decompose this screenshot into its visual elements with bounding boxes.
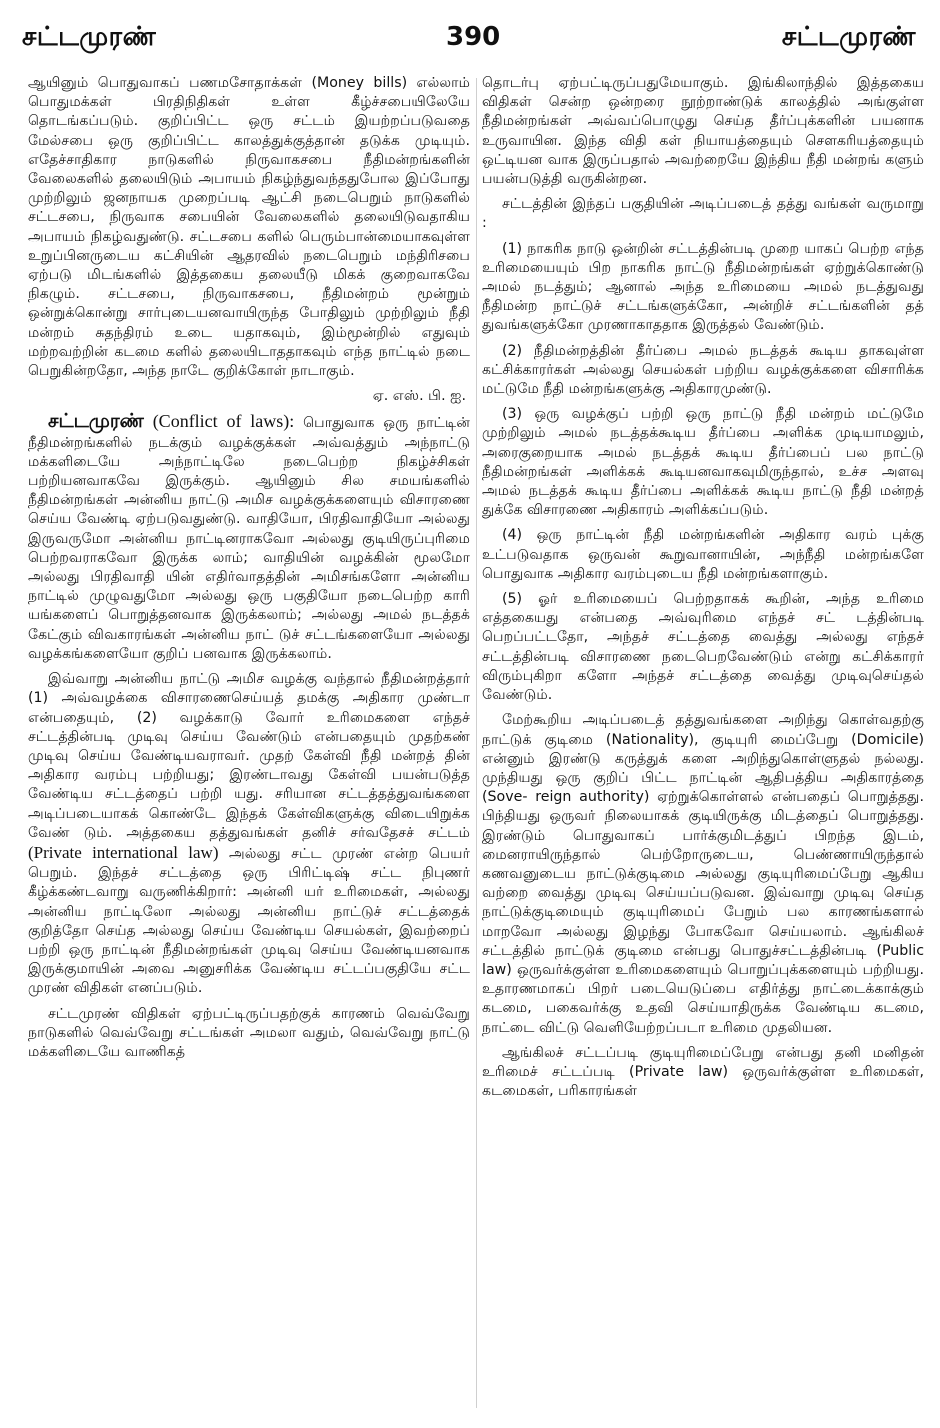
entry-title: சட்டமுரண்: [48, 410, 144, 433]
paragraph-continuation: தொடர்பு ஏற்பட்டிருப்பதுமேயாகும். இங்கிலாந்தில் இத்தகைய விதிகள் சென்ற ஒன்றரை நூற்றாண்டுக் காலத்தில் அங்குள்ள நீதிமன்றங்கள் அவ்வப்பொழுது செய்த தீர்ப்புக்களின் பயனாக உருவாயின. இந்த விதி கள் நியாயத்தையும் சௌகரியத்தையும் ஒட்டியன வாக இருப்பதால் அவற்றையே இந்திய நீதி மன்றங் களும் பயன்படுத்தி வருகின்றன.: [482, 75, 924, 188]
principle-item-1: (1) நாகரிக நாடு ஒன்றின் சட்டத்தின்படி முறை யாகப் பெற்ற எந்த உரிமையையும் பிற நாகரிக நாட்டு நீதிமன்றங்கள் ஏற்றுக்கொண்டு அமல் நடத்தும்; ஆனால் அந்த உரிமையை அமல் நடத்துவது நீதிமன்ற நாட்டுச் சட்டங்களுக்கோ, அன்றிச் சட்டங்களின் தத் துவங்களுக்கோ முரணாகாததாக இருத்தல் வேண்டும்.: [482, 240, 924, 334]
paragraph-principles-intro: சட்டத்தின் இந்தப் பகுதியின் அடிப்படைத் தத்து வங்கள் வருமாறு :: [482, 196, 924, 232]
column-divider: [476, 78, 477, 1408]
principle-item-4: (4) ஒரு நாட்டின் நீதி மன்றங்களின் அதிகார வரம் புக்கு உட்படுவதாக ஒருவன் கூறுவானாயின், அந்நீதி மன்றங்களே பொதுவாக அதிகார வரம்புடைய நீதி மன்றங்களாகும்.: [482, 527, 924, 582]
paragraph-foreign-element: [28, 670, 470, 998]
running-head-right: சட்டமுரண்: [781, 22, 916, 52]
entry-english-title: (Conflict of laws):: [152, 411, 295, 432]
paragraph-text: இவ்வாறு அன்னிய நாட்டு அமிச வழக்கு வந்தால் நீதிமன்றத்தார் (1) அவ்வழக்கை விசாரணைசெய்யத் தமக்கு அதிகார முண்டா என்பதையும், (2) வழக்காடு வோர் உரிமைகளை எந்தச் சட்டத்தின்படி முடிவு செய்ய வேண்டும் என்பதையும் முதற்கண் முடிவு செய்ய வேண்டியவராவர். முதற் கேள்வி நீதி மன்றத் தின் அதிகார வரம்பு பற்றியது; இரண்டாவது கேள்வி பயன்படுத்த வேண்டிய சட்டத்தைப் பற்றி யது. சரியான சட்டத்தத்துவங்களை அடிப்படையாகக் கொண்டே இந்தக் கேள்விகளுக்கு விடையிறுக்க வேண் டும். அத்தகைய தத்துவங்கள் தனிச் சர்வதேசச் சட்டம்: [28, 671, 470, 841]
principle-item-5: (5) ஓர் உரிமையைப் பெற்றதாகக் கூறின், அந்த உரிமை எத்தகையது என்பதை அவ்வுரிமை எந்தச் சட் டத்தின்படி பெறப்பட்டதோ, அந்தச் சட்டத்தை வைத்து அல்லது எந்தச் சட்டத்தின்படி விசாரணை நடைபெறவேண்டும் என்று கட்சிக்காரர் விரும்புகிறா களோ அந்தச் சட்டத்தை வைத்து முடிவுசெய்தல் வேண்டும்.: [482, 591, 924, 704]
principle-item-2: (2) நீதிமன்றத்தின் தீர்ப்பை அமல் நடத்தக் கூடிய தாகவுள்ள கட்சிக்காரர்கள் அல்லது செயல்கள் பற்றிய வழக்குக்களை விசாரிக்க மட்டுமே நீதி மன்றங்களுக்கு அதிகாரமுண்டு.: [482, 342, 924, 398]
paragraph-nationality-domicile: மேற்கூறிய அடிப்படைத் தத்துவங்களை அறிந்து கொள்வதற்கு நாட்டுக் குடிமை (Nationality), குடியுரி மைப்பேறு (Domicile) என்னும் இரண்டு கருத்துக் களை அறிந்துகொள்ளுதல் நல்லது. முந்தியது ஒரு குறிப் பிட்ட நாட்டின் ஆதிபத்திய அதிகாரத்தை (Sove- reign authority) ஏற்றுக்கொள்ளல் என்பதைப் பொறுத்தது. பிந்தியது ஒருவர் நிலையாகக் குடியிருக்கு மிடத்தைப் பொறுத்தது. இரண்டும் பொதுவாகப் பார்க்குமிடத்துப் பிறந்த இடம், மைனராயிருந்தால் பெற்றோருடைய, பெண்ணாயிருந்தால் கணவனுடைய நாட்டுக்குடிமை அல்லது குடியுரிமைப்பேறு ஆகிய வற்றை வைத்து முடிவு செய்யப்படுவன. இவ்வாறு முடிவு செய்த நாட்டுக்குடிமையும் குடியுரிமைப் பேறும் பல காரணங்களால் மாறவோ அல்லது இழந்து போகவோ செய்யலாம். ஆங்கிலச் சட்டத்தில் நாட்டுக் குடிமை என்பது பொதுச்சட்டத்தின்படி (Public law) ஒருவர்க்குள்ள உரிமைகளையும் பொறுப்புக்களையும் பற்றியது. உதாரணமாகப் பிறர் படையெடுப்பை எதிர்த்து நாட்டைக்காக்கும் கடமை, பகைவர்க்கு உதவி செய்யாதிருக்க வேண்டிய கடமை, நாட்டை விட்டு வெளியேற்றப்படா உரிமை முதலியன.: [482, 712, 924, 1036]
paragraph-domicile-english-law: ஆங்கிலச் சட்டப்படி குடியுரிமைப்பேறு என்பது தனி மனிதன் உரிமைச் சட்டப்படி (Private law) ஒருவர்க்குள்ள உரிமைகள், கடமைகள், பரிகாரங்கள்: [482, 1044, 924, 1100]
english-term: (Private international law): [28, 842, 219, 862]
page-number: 390: [446, 22, 501, 52]
paragraph-money-bills: ஆயினும் பொதுவாகப் பணமசோதாக்கள் (Money bills) எல்லாம் பொதுமக்கள் பிரதிநிதிகள் உள்ள கீழ்ச்சபையிலேயே தொடங்கப்படும். குறிப்பிட்ட ஒரு சட்டம் இயற்றப்படுவதை மேல்சபை ஒரு குறிப்பிட்ட காலத்துக்குத்தான் தடுக்க முடியும். எதேச்சாதிகார நாடுகளில் நிருவாகசபை நீதிமன்றங்களின் வேலைகளில் தலையிடும் அபாயம் நிகழ்ந்துவந்ததுபோல இப்போது முற்றிலும் ஜனநாயக முறைப்படி ஆட்சி நடைபெறும் நாடுகளில் சட்டசபை, நிருவாக சபையின் வேலைகளில் தலையிடுவதாகிய அபாயம் நிகழ்வதுண்டு. சட்டசபை களில் பெரும்பான்மையாகவுள்ள உறுப்பினருடைய கட்சியின் ஆதரவில் நடைபெறும் மந்திரிசபை ஏற்படு மிடங்களில் இத்தகைய தலையீடு மிகக் குறைவாகவே நிகழும். சட்டசபை, நிருவாகசபை, நீதிமன்றம் மூன்றும் ஒன்றுக்கொன்று சார்புடையனவாயிருந்த போதிலும் முற்றிலும் நீதி மன்றம் சுதந்திரம் உடை யதாகவும், இம்மூன்றில் எதுவும் மற்றவற்றின் கடமை களில் தலையிடாததாகவும் எந்த நாட்டில் நடை பெறுகின்றதோ, அந்த நாடே குறிக்கோள் நாடாகும்.: [28, 75, 470, 380]
entry-conflict-of-laws: [28, 412, 470, 664]
running-head-left: சட்டமுரண்: [22, 22, 157, 52]
right-column: [482, 74, 924, 1414]
principle-item-3: (3) ஒரு வழக்குப் பற்றி ஒரு நாட்டு நீதி மன்றம் மட்டுமே முற்றிலும் அமல் நடத்தக்கூடிய தீர்ப்பை அளிக்க முடியாமலும், அரைகுறையாக அமல் நடத்தக் கூடிய தீர்ப்பைப் பல நாட்டு நீதிமன்றங்கள் அளிக்கக் கூடியனவாகவுமிருந்தால், உச்ச அளவு அமல் நடத்தக் கூடிய தீர்ப்பை அளிக்கக் கூடிய நாட்டு நீதி மன்றத் துக்கே விசாரணை அதிகாரம் அளிக்கப்படும்.: [482, 406, 924, 519]
page-header: [0, 0, 940, 70]
author-signature: ஏ. எஸ். பி. ஐ.: [372, 388, 466, 405]
paragraph-text-continued: அல்லது சட்ட முரண் என்ற பெயர் பெறும். இந்தச் சட்டத்தை ஒரு பிரிட்டிஷ் சட்ட நிபுணர் கீழ்க்கண்டவாறு வருணிக்கிறார்: அன்னி யர் உரிமைகள், அல்லது அன்னிய நாட்டிலோ அல்லது அன்னிய நாட்டுச் சட்டத்தைக் குறித்தோ செய்த அல்லது செய்ய வேண்டிய செயல்கள், இவற்றைப் பற்றி ஒரு நாட்டின் நீதிமன்றங்கள் முடிவு செய்ய வேண்டியனவாக இருக்குமாயின் அவை அனுசரிக்க வேண்டிய சட்டப்பகுதியே சட்ட முரண் விதிகள் எனப்படும்.: [28, 845, 470, 997]
paragraph-reasons: சட்டமுரண் விதிகள் ஏற்பட்டிருப்பதற்குக் காரணம் வெவ்வேறு நாடுகளில் வெவ்வேறு சட்டங்கள் அமலா வதும், வெவ்வேறு நாட்டு மக்களிடையே வாணிகத்: [28, 1005, 470, 1060]
entry-intro-text: பொதுவாக ஒரு நாட்டின் நீதிமன்றங்களில் நடக்கும் வழக்குக்கள் அவ்வத்தும் அந்நாட்டு மக்களிடையே அந்நாட்டிலே நடைபெற்ற நிகழ்ச்சிகள் பற்றியனவாகவே இருக்கும். ஆயினும் சில சமயங்களில் நீதிமன்றங்கள் அன்னிய நாட்டு அமிச வழக்குக்களையும் விசாரணை செய்ய வேண்டி ஏற்படுவதுண்டு. வாதியோ, பிரதிவாதியோ அல்லது இருவருமோ அன்னிய நாட்டினராகவோ அல்லது குடியிருப்புரிமை பெற்றவராகவோ இருக்க லாம்; வாதியின் வழக்கின் மூலமோ அல்லது பிரதிவாதி யின் எதிர்வாதத்தின் அமிசங்களோ அன்னிய நாட்டில் முழுவதுமோ அல்லது ஒரு பகுதியோ நடைபெற்ற காரி யங்களைப் பொறுத்தனவாக இருக்கலாம்; அல்லது அமல் நடத்தக் கேட்கும் விவகாரங்கள் அன்னிய நாட் டுச் சட்டங்களையோ அல்லது வழக்கங்களையோ குறிப் பனவாக இருக்கலாம்.: [28, 415, 470, 662]
left-column: [28, 74, 470, 1414]
